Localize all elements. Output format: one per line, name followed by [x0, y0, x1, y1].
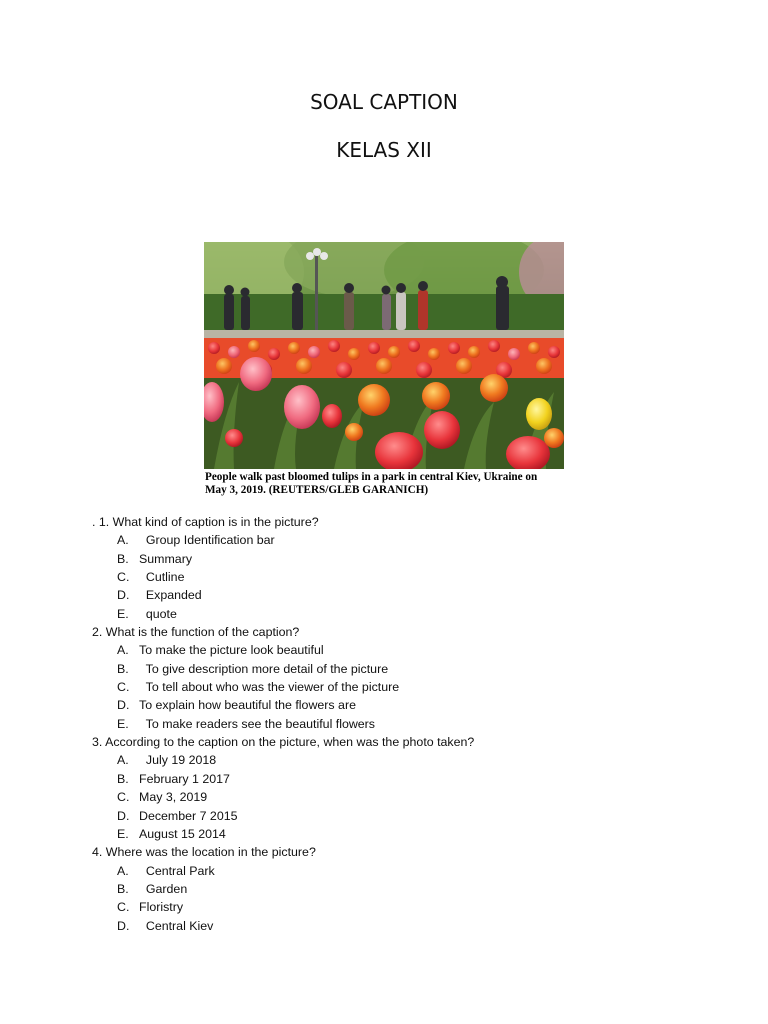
option-letter: E. — [117, 716, 129, 731]
q2-option-a — [0, 641, 768, 659]
option-letter: D. — [117, 808, 130, 823]
document-title: SOAL CAPTION — [310, 90, 458, 114]
option-text: To explain how beautiful the flowers are — [139, 698, 356, 713]
option-letter: C. — [117, 680, 130, 695]
q2-option-e — [0, 715, 768, 733]
option-text: Expanded — [139, 588, 202, 603]
q2-option-d — [0, 696, 768, 714]
q4-option-a — [0, 862, 768, 880]
option-letter: B. — [117, 661, 129, 676]
q1-option-a — [0, 531, 768, 549]
option-text: Central Kiev — [139, 918, 214, 933]
q2-option-b — [0, 660, 768, 678]
q4-option-b — [0, 880, 768, 898]
option-letter: B. — [117, 551, 129, 566]
q3-option-e — [0, 825, 768, 843]
document-subtitle: KELAS XII — [336, 138, 432, 162]
option-text: Summary — [139, 551, 193, 566]
q3-option-d — [0, 807, 768, 825]
option-text: July 19 2018 — [139, 753, 217, 768]
tulip-photo — [204, 242, 564, 469]
option-text: Floristry — [139, 900, 184, 915]
photo-caption — [205, 471, 567, 497]
q1-option-b — [0, 550, 768, 568]
option-text: December 7 2015 — [139, 808, 238, 823]
option-letter: A. — [117, 863, 129, 878]
option-letter: A. — [117, 533, 129, 548]
option-letter: E. — [117, 826, 129, 841]
option-text: Cutline — [139, 570, 185, 585]
option-letter: A. — [117, 753, 129, 768]
q1-option-d — [0, 586, 768, 604]
q3-option-b — [0, 770, 768, 788]
option-letter: C. — [117, 900, 130, 915]
q1-option-c — [0, 568, 768, 586]
option-letter: D. — [117, 588, 130, 603]
option-text: To make readers see the beautiful flowers — [139, 716, 376, 731]
option-text: Central Park — [139, 863, 215, 878]
option-letter: C. — [117, 790, 130, 805]
question-1: . 1. What kind of caption is in the picture? — [92, 515, 319, 529]
q3-option-a — [0, 751, 768, 769]
q3-option-c — [0, 788, 768, 806]
option-letter: B. — [117, 881, 129, 896]
option-letter: B. — [117, 771, 129, 786]
q1-option-e — [0, 605, 768, 623]
option-text: Garden — [139, 881, 188, 896]
option-letter: D. — [117, 918, 130, 933]
caption-line-2: May 3, 2019. (REUTERS/GLEB GARANICH) — [205, 484, 429, 496]
option-text: Group Identification bar — [139, 533, 275, 548]
question-2: 2. What is the function of the caption? — [92, 625, 300, 640]
option-letter: C. — [117, 570, 130, 585]
option-letter: D. — [117, 698, 130, 713]
question-4: 4. Where was the location in the picture? — [92, 845, 316, 860]
option-text: May 3, 2019 — [139, 790, 208, 805]
question-list — [0, 513, 768, 935]
option-text: August 15 2014 — [139, 826, 226, 841]
option-text: To tell about who was the viewer of the picture — [139, 680, 400, 695]
q4-option-d — [0, 917, 768, 935]
q2-option-c — [0, 678, 768, 696]
option-text: February 1 2017 — [139, 771, 230, 786]
option-letter: E. — [117, 606, 129, 621]
option-text: quote — [139, 606, 177, 621]
option-letter: A. — [117, 643, 129, 658]
question-3: 3. According to the caption on the picture, when was the photo taken? — [92, 735, 475, 750]
option-text: To give description more detail of the picture — [139, 661, 389, 676]
q4-option-c — [0, 898, 768, 916]
option-text: To make the picture look beautiful — [139, 643, 324, 658]
caption-line-1: People walk past bloomed tulips in a park in central Kiev, Ukraine on — [205, 471, 538, 483]
